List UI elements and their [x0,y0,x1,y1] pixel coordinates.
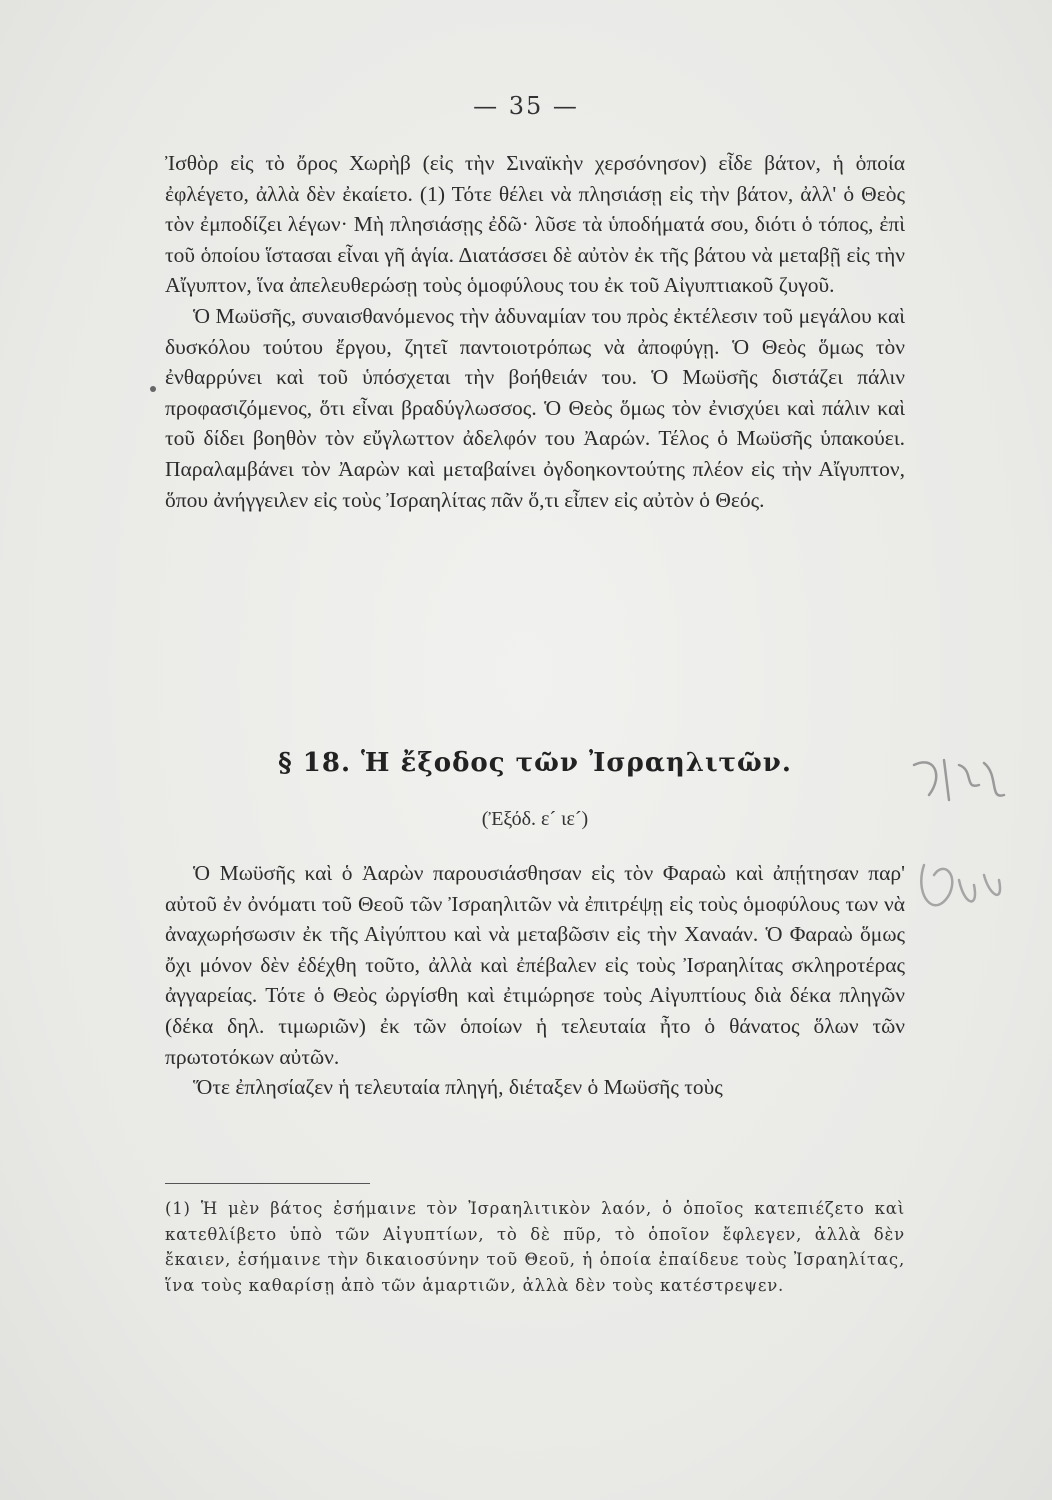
footnote-divider [165,1183,370,1184]
paragraph: Ὁ Μωϋσῆς καὶ ὁ Ἀαρὼν παρουσιάσθησαν εἰς τὸν Φαραὼ καὶ ἀπῄτησαν παρ' αὐτοῦ ἐν ὀνόματι τοῦ Θεοῦ τῶν Ἰσραηλιτῶν νὰ ἐπιτρέψῃ εἰς τοὺς ὁμοφύλους των νὰ ἀναχωρήσωσιν ἐκ τῆς Αἰγύπτου καὶ νὰ μεταβῶσιν εἰς τὴν Χαναάν. Ὁ Φαραὼ ὅμως ὄχι μόνον δὲν ἐδέχθη τοῦτο, ἀλλὰ καὶ ἐπέβαλεν εἰς τοὺς Ἰσραηλίτας σκληροτέρας ἀγγαρείας. Τότε ὁ Θεὸς ὠργίσθη καὶ ἐτιμώρησε τοὺς Αἰγυπτίους διὰ δέκα πληγῶν (δέκα δηλ. τιμωριῶν) ἐκ τῶν ὁποίων ἡ τελευταία ἦτο ὁ θάνατος ὅλων τῶν πρωτοτόκων αὐτῶν. [165,861,905,1069]
page-number: — 35 — [473,92,579,120]
ink-dot [150,386,156,392]
paragraph: Ἰσθὸρ εἰς τὸ ὄρος Χωρὴβ (εἰς τὴν Σιναϊκὴν χερσόνησον) εἶδε βάτον, ἡ ὁποία ἐφλέγετο, ἀλλὰ δὲν ἐκαίετο. (1) Τότε θέλει νὰ πλησιάσῃ εἰς τὴν βάτον, ἀλλ' ὁ Θεὸς τὸν ἐμποδίζει λέγων· Μὴ πλησιάσῃς ἐδῶ· λῦσε τὰ ὑποδήματά σου, διότι ὁ τόπος, ἐπὶ τοῦ ὁποίου ἵστασαι εἶναι γῆ ἁγία. Διατάσσει δὲ αὐτὸν ἐκ τῆς βάτου νὰ μεταβῇ εἰς τὴν Αἴγυπτον, ἵνα ἀπελευθερώσῃ τοὺς ὁμοφύλους του ἐκ τοῦ Αἰγυπτιακοῦ ζυγοῦ. [165,151,905,298]
margin-handwriting [904,745,1024,975]
body-text-top [165,148,905,515]
body-text-bottom [165,858,905,1103]
paragraph: Ὅτε ἐπλησίαζεν ἡ τελευταία πληγή, διέταξεν ὁ Μωϋσῆς τοὺς [193,1075,723,1100]
section-heading: § 18. Ἡ ἔξοδος τῶν Ἰσραηλιτῶν. [278,748,792,778]
paragraph: Ὁ Μωϋσῆς, συναισθανόμενος τὴν ἀδυναμίαν του πρὸς ἐκτέλεσιν τοῦ μεγάλου καὶ δυσκόλου τούτου ἔργου, ζητεῖ παντοιοτρόπως νὰ ἀποφύγῃ. Ὁ Θεὸς ὅμως τὸν ἐνθαρρύνει καὶ τοῦ ὑπόσχεται τὴν βοήθειάν του. Ὁ Μωϋσῆς διστάζει πάλιν προφασιζόμενος, ὅτι εἶναι βραδύγλωσσος. Ὁ Θεὸς ὅμως τὸν ἐνισχύει καὶ πάλιν καὶ τοῦ δίδει βοηθὸν τὸν εὔγλωττον ἀδελφόν του Ἀαρών. Τέλος ὁ Μωϋσῆς ὑπακούει. Παραλαμβάνει τὸν Ἀαρὼν καὶ μεταβαίνει ὀγδοηκοντούτης πλέον εἰς τὴν Αἴγυπτον, ὅπου ἀνήγγειλεν εἰς τοὺς Ἰσραηλίτας πᾶν ὅ,τι εἶπεν εἰς αὐτὸν ὁ Θεός. [165,303,905,512]
section-reference: (Ἐξόδ. ε´ ιε´) [481,808,589,830]
footnote: (1) Ἡ μὲν βάτος ἐσήμαινε τὸν Ἰσραηλιτικὸν λαόν, ὁ ὁποῖος κατεπιέζετο καὶ κατεθλίβετο ὑπὸ τῶν Αἰγυπτίων, τὸ δὲ πῦρ, τὸ ὁποῖον ἔφλεγεν, ἀλλὰ δὲν ἔκαιεν, ἐσήμαινε τὴν δικαιοσύνην τοῦ Θεοῦ, ἡ ὁποία ἐπαίδευε τοὺς Ἰσραηλίτας, ἵνα τοὺς καθαρίσῃ ἀπὸ τῶν ἁμαρτιῶν, ἀλλὰ δὲν τοὺς κατέστρεψεν. [165,1199,905,1295]
